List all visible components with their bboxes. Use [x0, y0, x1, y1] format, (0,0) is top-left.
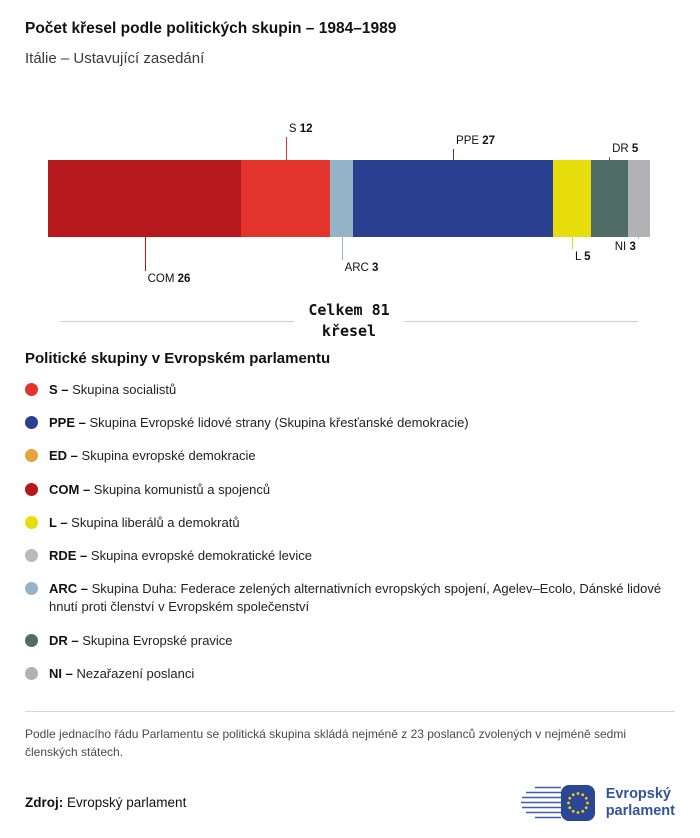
legend-dot [25, 416, 38, 429]
legend-label: RDE – Skupina evropské demokratické levice [49, 547, 313, 563]
legend-item-com [25, 481, 670, 499]
segment-label-text: COM 26 [147, 273, 191, 285]
legend-dot [25, 516, 38, 529]
label-connector-line [572, 237, 573, 249]
legend [25, 350, 675, 683]
total-label [308, 300, 389, 342]
source-value: Evropský parlament [67, 795, 187, 811]
european-parliament-logo [521, 783, 675, 823]
segment-label-text: L 5 [574, 251, 591, 263]
logo-text [606, 786, 675, 819]
stacked-bar [48, 160, 650, 237]
page-title: Počet křesel podle politických skupin – 1984–1989 [25, 20, 397, 37]
legend-dot [25, 634, 38, 647]
label-connector-line [609, 157, 610, 160]
legend-item-rde [25, 547, 670, 565]
legend-heading: Politické skupiny v Evropském parlamentu [25, 350, 331, 367]
segment-label-ni [615, 237, 639, 253]
page-subtitle: Itálie – Ustavující zasedání [25, 50, 205, 67]
segment-label-arc [342, 237, 379, 274]
seat-distribution-chart [48, 113, 650, 342]
legend-item-ni [25, 665, 670, 683]
logo-text-line-2: parlament [605, 802, 675, 819]
bar-segment-arc [330, 160, 352, 237]
legend-label: S – Skupina socialistů [49, 382, 177, 397]
legend-dot [25, 449, 38, 462]
segment-label-s [286, 123, 313, 160]
legend-label: DR – Skupina Evropské pravice [49, 632, 233, 648]
legend-label: COM – Skupina komunistů a spojenců [49, 481, 271, 497]
legend-item-ed [25, 447, 670, 465]
legend-item-dr [25, 632, 670, 650]
logo-text-line-1: Evropský [605, 786, 671, 803]
bar-segment-ppe [353, 160, 554, 237]
source-label: Zdroj: [25, 795, 64, 811]
bar-segment-dr [591, 160, 628, 237]
segment-label-text: NI 3 [614, 241, 636, 253]
label-connector-line [286, 137, 287, 160]
legend-dot [25, 549, 38, 562]
legend-label: ARC – Skupina Duha: Federace zelených alternativních evropských spojení, Agelev–Ecolo, Dánské lidové hnutí proti členství v Evropském společenství [49, 581, 662, 615]
bar-segment-l [553, 160, 590, 237]
legend-label: L – Skupina liberálů a demokratů [49, 514, 240, 530]
source [25, 795, 186, 810]
segment-label-ppe [453, 135, 495, 160]
legend-dot [25, 483, 38, 496]
legend-dot [25, 383, 38, 396]
bar-segment-s [241, 160, 330, 237]
bar-segment-com [48, 160, 241, 237]
legend-label: NI – Nezařazení poslanci [49, 665, 195, 681]
source-row [25, 783, 675, 823]
segment-label-text: DR 5 [612, 143, 639, 155]
segment-label-text: ARC 3 [344, 262, 379, 274]
rule-right [404, 321, 638, 322]
chart-labels-top [48, 113, 650, 160]
eu-flag-hemicycle-icon [521, 783, 597, 823]
legend-item-l [25, 514, 670, 532]
total-line-2: křesel [321, 322, 377, 340]
label-connector-line [453, 149, 454, 160]
label-connector-line [342, 237, 343, 260]
legend-dot [25, 667, 38, 680]
legend-label: ED – Skupina evropské demokracie [49, 448, 256, 464]
segment-label-com [145, 237, 191, 285]
legend-item-arc [25, 580, 670, 616]
bar-segment-ni [628, 160, 650, 237]
legend-item-ppe [25, 414, 670, 432]
footnote: Podle jednacího řádu Parlamentu se politická skupina skládá nejméně z 23 poslanců zvolených v nejméně sedmi členských státech. [25, 726, 627, 759]
segment-label-l [572, 237, 591, 263]
divider [25, 711, 675, 712]
legend-label: PPE – Skupina Evropské lidové strany (Skupina křesťanské demokracie) [49, 415, 469, 431]
legend-item-s [25, 381, 670, 399]
rule-left [60, 321, 294, 322]
segment-label-text: PPE 27 [456, 135, 496, 147]
total-line-1: Celkem 81 [308, 301, 390, 319]
segment-label-dr [609, 143, 638, 160]
segment-label-text: S 12 [288, 123, 313, 135]
legend-items [25, 381, 675, 683]
legend-dot [25, 582, 38, 595]
label-connector-line [145, 237, 146, 271]
total-row [60, 300, 638, 342]
chart-labels-bottom [48, 237, 650, 286]
